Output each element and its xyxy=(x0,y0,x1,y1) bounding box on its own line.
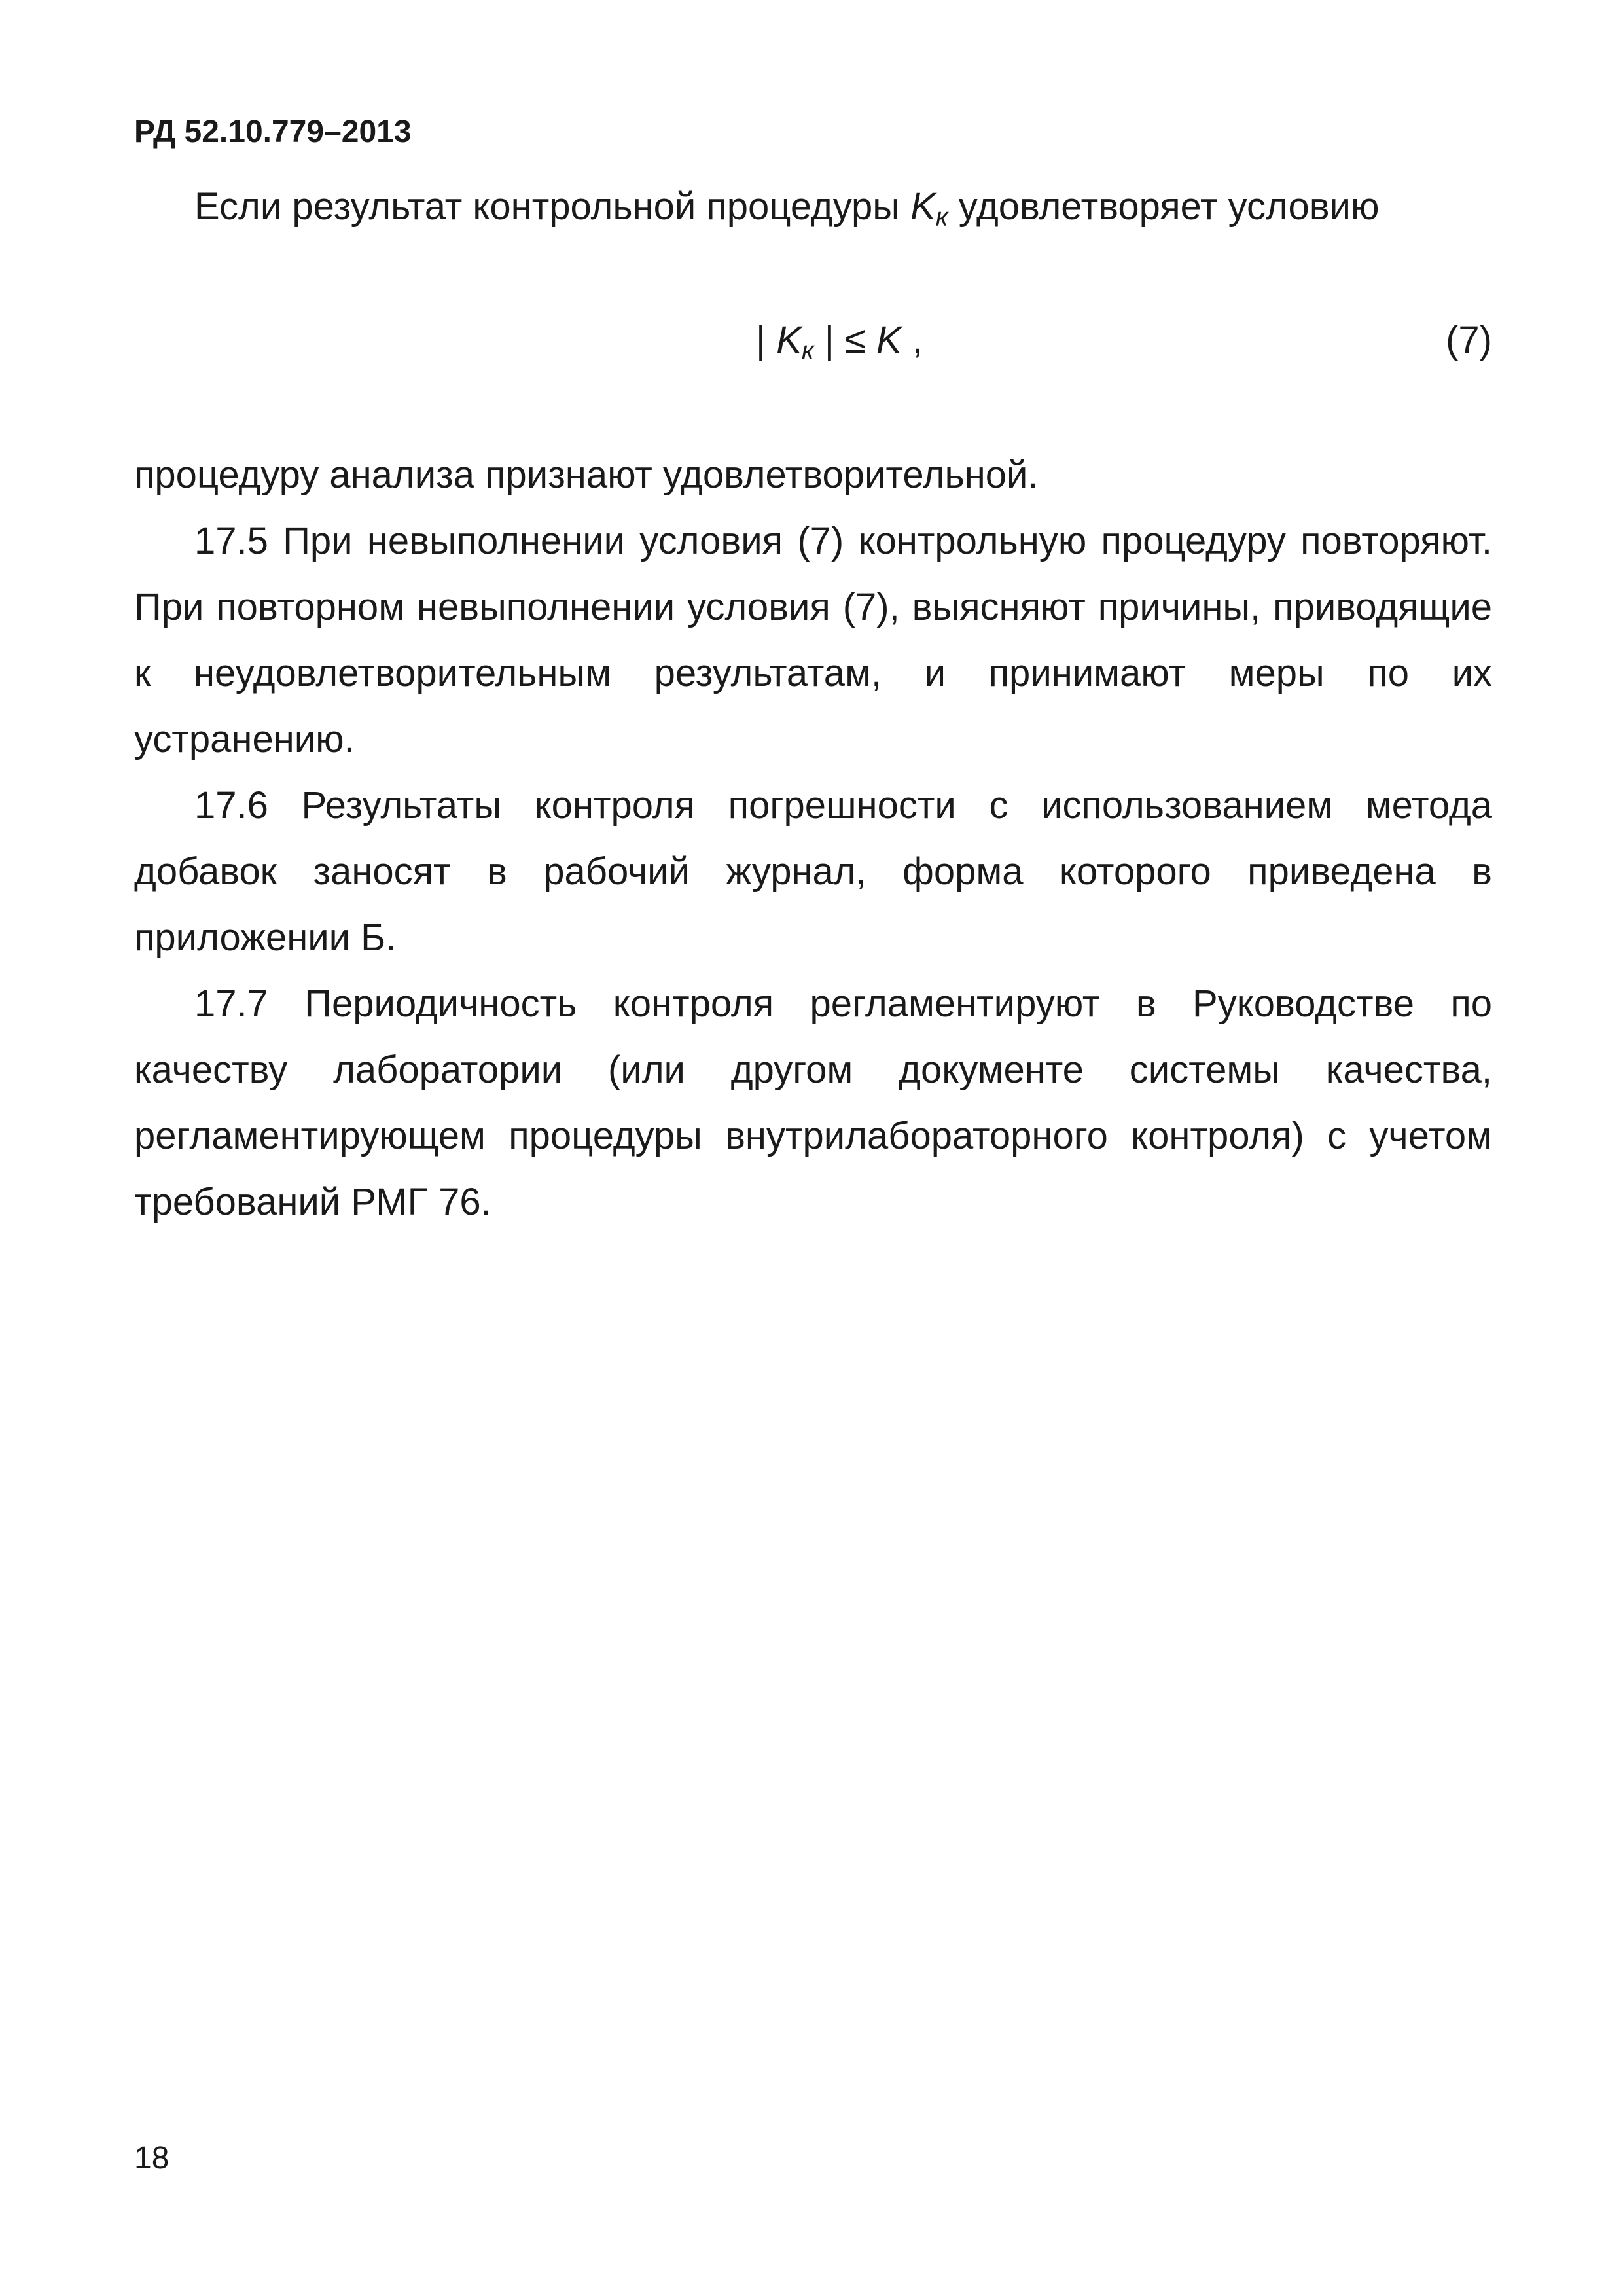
formula-comma: , xyxy=(901,319,923,361)
paragraph-17-6: 17.6 Результаты контроля погрешности с использованием метода добавок заносят в рабочий журнал, форма которого приведена в приложении Б. xyxy=(134,784,1492,959)
paragraph-17-7: 17.7 Периодичность контроля регламентируют в Руководстве по качеству лаборатории (или другом документе системы качества, регламентирующем процедуры внутрилабораторного контроля) с учетом требований РМГ 76. xyxy=(134,982,1492,1223)
formula-bar-left: | xyxy=(756,319,777,361)
formula-row xyxy=(134,308,1492,373)
intro-paragraph xyxy=(134,173,1492,251)
document-code: РД 52.10.779–2013 xyxy=(134,115,412,149)
formula-number: (7) xyxy=(1446,319,1492,361)
intro-line xyxy=(134,173,1492,251)
body-text xyxy=(134,442,1492,1235)
control-result-symbol: K xyxy=(910,185,936,228)
formula-subscript-left: к xyxy=(801,336,814,365)
paragraph-17-5: 17.5 При невыполнении условия (7) контрольную процедуру повторяют. При повторном невыполнении условия (7), выясняют причины, приводящие к неудовлетворительным результатам, и принимают меры по их устранению. xyxy=(134,520,1492,761)
control-result-subscript: к xyxy=(935,203,948,232)
intro-text-after: удовлетворяет условию xyxy=(948,185,1380,228)
continuation-line: процедуру анализа признают удовлетворительной. xyxy=(134,454,1039,496)
intro-text-before: Если результат контрольной процедуры xyxy=(194,185,911,228)
page-number: 18 xyxy=(134,2141,169,2176)
formula-expression xyxy=(756,308,923,384)
formula-symbol-right: K xyxy=(876,319,902,361)
formula-symbol-left: K xyxy=(776,319,802,361)
formula-bar-right-le: | ≤ xyxy=(813,319,877,361)
